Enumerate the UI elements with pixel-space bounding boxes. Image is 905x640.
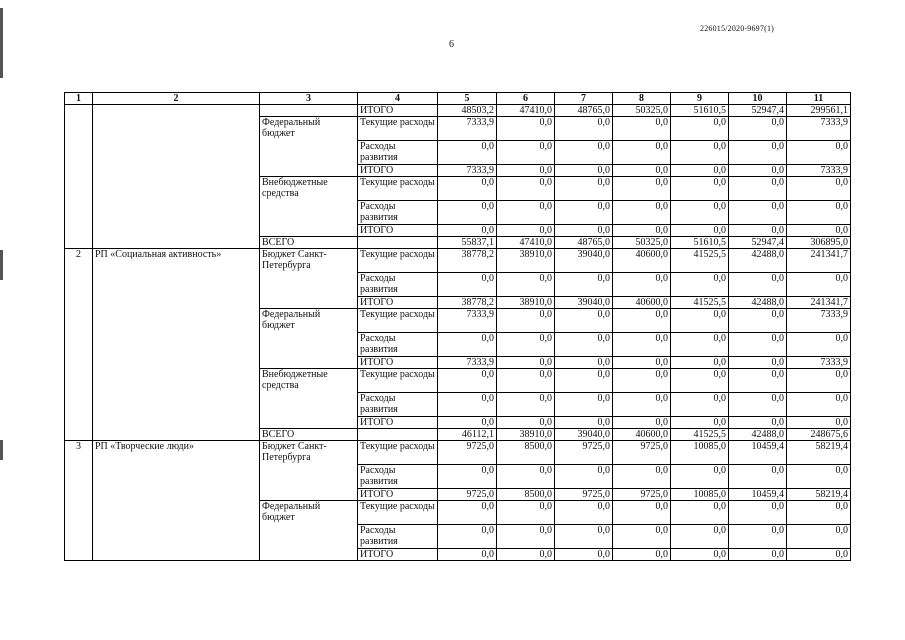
expense-type-cell: Расходы развития <box>358 141 438 165</box>
value-cell: 7333,9 <box>438 117 497 141</box>
value-cell: 7333,9 <box>787 357 851 369</box>
value-cell: 0,0 <box>613 501 671 525</box>
value-cell: 0,0 <box>555 273 613 297</box>
value-cell: 0,0 <box>613 309 671 333</box>
value-cell: 0,0 <box>729 501 787 525</box>
value-cell: 52947,4 <box>729 105 787 117</box>
value-cell: 0,0 <box>555 201 613 225</box>
value-cell: 55837,1 <box>438 237 497 249</box>
value-cell: 41525,5 <box>671 429 729 441</box>
header-cell: 6 <box>497 93 555 105</box>
value-cell: 0,0 <box>613 117 671 141</box>
value-cell: 248675,6 <box>787 429 851 441</box>
value-cell: 10085,0 <box>671 489 729 501</box>
value-cell: 0,0 <box>497 549 555 561</box>
value-cell: 38910,0 <box>497 297 555 309</box>
table-row <box>65 105 851 117</box>
value-cell: 0,0 <box>555 369 613 393</box>
value-cell: 0,0 <box>729 465 787 489</box>
value-cell: 0,0 <box>787 369 851 393</box>
value-cell: 0,0 <box>438 501 497 525</box>
value-cell: 47410,0 <box>497 237 555 249</box>
header-cell: 10 <box>729 93 787 105</box>
value-cell: 0,0 <box>613 273 671 297</box>
value-cell: 42488,0 <box>729 429 787 441</box>
value-cell: 0,0 <box>497 393 555 417</box>
value-cell: 0,0 <box>787 225 851 237</box>
value-cell: 0,0 <box>438 369 497 393</box>
value-cell: 0,0 <box>497 333 555 357</box>
value-cell: 0,0 <box>671 117 729 141</box>
value-cell: 0,0 <box>613 333 671 357</box>
value-cell: 0,0 <box>613 369 671 393</box>
value-cell: 41525,5 <box>671 297 729 309</box>
value-cell: 0,0 <box>497 309 555 333</box>
value-cell: 0,0 <box>497 465 555 489</box>
value-cell: 48765,0 <box>555 105 613 117</box>
expense-type-cell: Текущие расходы <box>358 177 438 201</box>
value-cell: 0,0 <box>555 393 613 417</box>
value-cell: 0,0 <box>497 525 555 549</box>
funding-source-cell: Федеральный бюджет <box>260 501 358 561</box>
header-cell: 9 <box>671 93 729 105</box>
value-cell: 306895,0 <box>787 237 851 249</box>
value-cell: 0,0 <box>787 333 851 357</box>
value-cell: 0,0 <box>671 333 729 357</box>
value-cell: 42488,0 <box>729 249 787 273</box>
expense-type-cell: Расходы развития <box>358 201 438 225</box>
value-cell: 0,0 <box>497 177 555 201</box>
value-cell: 39040,0 <box>555 429 613 441</box>
expense-type-cell: ИТОГО <box>358 105 438 117</box>
page-number: 6 <box>449 39 454 50</box>
expense-type-cell: ИТОГО <box>358 417 438 429</box>
expense-type-cell: ИТОГО <box>358 165 438 177</box>
value-cell: 0,0 <box>671 549 729 561</box>
value-cell: 0,0 <box>613 465 671 489</box>
header-cell: 5 <box>438 93 497 105</box>
value-cell: 0,0 <box>729 357 787 369</box>
value-cell: 38910,0 <box>497 249 555 273</box>
project-number-cell <box>65 105 93 249</box>
value-cell: 39040,0 <box>555 249 613 273</box>
scan-edge-mark <box>0 440 3 460</box>
funding-source-cell: ВСЕГО <box>260 429 358 441</box>
funding-source-cell: Федеральный бюджет <box>260 309 358 369</box>
value-cell: 0,0 <box>729 333 787 357</box>
value-cell: 38910,0 <box>497 429 555 441</box>
value-cell: 0,0 <box>787 177 851 201</box>
value-cell: 8500,0 <box>497 441 555 465</box>
table-row <box>65 441 851 465</box>
value-cell: 9725,0 <box>613 489 671 501</box>
value-cell: 0,0 <box>555 309 613 333</box>
value-cell: 0,0 <box>613 225 671 237</box>
value-cell: 0,0 <box>787 393 851 417</box>
expense-type-cell: ИТОГО <box>358 225 438 237</box>
expense-type-cell: Текущие расходы <box>358 501 438 525</box>
value-cell: 48765,0 <box>555 237 613 249</box>
value-cell: 0,0 <box>671 501 729 525</box>
value-cell: 0,0 <box>555 525 613 549</box>
expense-type-cell: Расходы развития <box>358 525 438 549</box>
value-cell: 0,0 <box>555 177 613 201</box>
budget-table <box>64 92 851 561</box>
value-cell: 0,0 <box>787 549 851 561</box>
value-cell: 7333,9 <box>438 357 497 369</box>
value-cell: 58219,4 <box>787 441 851 465</box>
value-cell: 0,0 <box>555 165 613 177</box>
expense-type-cell: ИТОГО <box>358 357 438 369</box>
value-cell: 0,0 <box>729 369 787 393</box>
header-cell: 8 <box>613 93 671 105</box>
value-cell: 0,0 <box>555 117 613 141</box>
value-cell: 0,0 <box>671 141 729 165</box>
value-cell: 241341,7 <box>787 297 851 309</box>
value-cell: 0,0 <box>729 201 787 225</box>
value-cell: 0,0 <box>438 201 497 225</box>
value-cell: 7333,9 <box>787 117 851 141</box>
value-cell: 0,0 <box>497 369 555 393</box>
expense-type-cell: ИТОГО <box>358 297 438 309</box>
value-cell: 241341,7 <box>787 249 851 273</box>
value-cell: 8500,0 <box>497 489 555 501</box>
value-cell: 0,0 <box>555 357 613 369</box>
value-cell: 299561,1 <box>787 105 851 117</box>
value-cell: 0,0 <box>671 165 729 177</box>
scan-edge-mark <box>0 8 3 78</box>
value-cell: 0,0 <box>613 141 671 165</box>
value-cell: 7333,9 <box>438 165 497 177</box>
funding-source-cell: ВСЕГО <box>260 237 358 249</box>
project-name-cell: РП «Социальная активность» <box>93 249 260 441</box>
funding-source-cell: Бюджет Санкт-Петербурга <box>260 249 358 309</box>
value-cell: 0,0 <box>671 357 729 369</box>
value-cell: 0,0 <box>787 417 851 429</box>
value-cell: 38778,2 <box>438 297 497 309</box>
value-cell: 0,0 <box>787 465 851 489</box>
value-cell: 50325,0 <box>613 105 671 117</box>
project-name-cell <box>93 105 260 249</box>
value-cell: 0,0 <box>729 177 787 201</box>
funding-source-cell <box>260 105 358 117</box>
value-cell: 40600,0 <box>613 429 671 441</box>
value-cell: 0,0 <box>729 309 787 333</box>
value-cell: 0,0 <box>438 225 497 237</box>
value-cell: 0,0 <box>787 141 851 165</box>
value-cell: 47410,0 <box>497 105 555 117</box>
value-cell: 40600,0 <box>613 249 671 273</box>
value-cell: 0,0 <box>497 273 555 297</box>
value-cell: 0,0 <box>787 201 851 225</box>
value-cell: 0,0 <box>497 141 555 165</box>
value-cell: 0,0 <box>671 369 729 393</box>
value-cell: 46112,1 <box>438 429 497 441</box>
value-cell: 0,0 <box>671 465 729 489</box>
value-cell: 0,0 <box>729 225 787 237</box>
value-cell: 41525,5 <box>671 249 729 273</box>
value-cell: 0,0 <box>497 201 555 225</box>
value-cell: 39040,0 <box>555 297 613 309</box>
expense-type-cell: Текущие расходы <box>358 117 438 141</box>
value-cell: 0,0 <box>671 201 729 225</box>
value-cell: 0,0 <box>729 549 787 561</box>
value-cell: 0,0 <box>438 417 497 429</box>
value-cell: 0,0 <box>438 465 497 489</box>
value-cell: 0,0 <box>438 141 497 165</box>
value-cell: 0,0 <box>497 417 555 429</box>
value-cell: 7333,9 <box>787 309 851 333</box>
header-cell: 7 <box>555 93 613 105</box>
value-cell: 50325,0 <box>613 237 671 249</box>
value-cell: 0,0 <box>729 141 787 165</box>
value-cell: 0,0 <box>671 525 729 549</box>
value-cell: 0,0 <box>613 549 671 561</box>
header-cell: 1 <box>65 93 93 105</box>
value-cell: 7333,9 <box>438 309 497 333</box>
value-cell: 0,0 <box>497 501 555 525</box>
value-cell: 0,0 <box>438 333 497 357</box>
value-cell: 9725,0 <box>438 489 497 501</box>
scan-edge-mark <box>0 250 3 280</box>
value-cell: 0,0 <box>555 333 613 357</box>
expense-type-cell: Текущие расходы <box>358 441 438 465</box>
value-cell: 0,0 <box>613 525 671 549</box>
value-cell: 0,0 <box>729 273 787 297</box>
value-cell: 10085,0 <box>671 441 729 465</box>
funding-source-cell: Внебюджетные средства <box>260 369 358 429</box>
value-cell: 9725,0 <box>613 441 671 465</box>
expense-type-cell: Текущие расходы <box>358 369 438 393</box>
value-cell: 0,0 <box>787 525 851 549</box>
project-number-cell: 3 <box>65 441 93 561</box>
value-cell: 48503,2 <box>438 105 497 117</box>
value-cell: 9725,0 <box>555 489 613 501</box>
project-number-cell: 2 <box>65 249 93 441</box>
value-cell: 0,0 <box>729 417 787 429</box>
expense-type-cell <box>358 237 438 249</box>
document-id: 226015/2020-9697(1) <box>700 24 775 33</box>
value-cell: 51610,5 <box>671 237 729 249</box>
funding-source-cell: Бюджет Санкт-Петербурга <box>260 441 358 501</box>
value-cell: 0,0 <box>497 165 555 177</box>
value-cell: 38778,2 <box>438 249 497 273</box>
value-cell: 0,0 <box>671 417 729 429</box>
value-cell: 0,0 <box>555 549 613 561</box>
value-cell: 10459,4 <box>729 441 787 465</box>
expense-type-cell <box>358 429 438 441</box>
value-cell: 0,0 <box>497 225 555 237</box>
value-cell: 0,0 <box>555 465 613 489</box>
value-cell: 0,0 <box>729 165 787 177</box>
expense-type-cell: Расходы развития <box>358 465 438 489</box>
header-cell: 4 <box>358 93 438 105</box>
value-cell: 0,0 <box>729 525 787 549</box>
value-cell: 0,0 <box>729 393 787 417</box>
expense-type-cell: Расходы развития <box>358 273 438 297</box>
value-cell: 0,0 <box>497 117 555 141</box>
value-cell: 0,0 <box>613 165 671 177</box>
value-cell: 58219,4 <box>787 489 851 501</box>
expense-type-cell: Расходы развития <box>358 333 438 357</box>
value-cell: 40600,0 <box>613 297 671 309</box>
expense-type-cell: Расходы развития <box>358 393 438 417</box>
value-cell: 10459,4 <box>729 489 787 501</box>
table-body <box>65 105 851 561</box>
value-cell: 0,0 <box>613 201 671 225</box>
value-cell: 0,0 <box>555 501 613 525</box>
value-cell: 0,0 <box>671 273 729 297</box>
value-cell: 51610,5 <box>671 105 729 117</box>
expense-type-cell: Текущие расходы <box>358 249 438 273</box>
value-cell: 0,0 <box>497 357 555 369</box>
value-cell: 0,0 <box>671 393 729 417</box>
table-row <box>65 249 851 273</box>
value-cell: 0,0 <box>555 225 613 237</box>
expense-type-cell: ИТОГО <box>358 549 438 561</box>
value-cell: 52947,4 <box>729 237 787 249</box>
value-cell: 0,0 <box>438 393 497 417</box>
value-cell: 0,0 <box>671 225 729 237</box>
value-cell: 0,0 <box>613 177 671 201</box>
value-cell: 0,0 <box>613 417 671 429</box>
project-name-cell: РП «Творческие люди» <box>93 441 260 561</box>
value-cell: 0,0 <box>438 273 497 297</box>
value-cell: 0,0 <box>729 117 787 141</box>
header-cell: 3 <box>260 93 358 105</box>
expense-type-cell: ИТОГО <box>358 489 438 501</box>
value-cell: 0,0 <box>787 273 851 297</box>
header-cell: 2 <box>93 93 260 105</box>
value-cell: 7333,9 <box>787 165 851 177</box>
value-cell: 0,0 <box>613 357 671 369</box>
value-cell: 9725,0 <box>438 441 497 465</box>
value-cell: 0,0 <box>787 501 851 525</box>
value-cell: 0,0 <box>671 177 729 201</box>
value-cell: 0,0 <box>613 393 671 417</box>
expense-type-cell: Текущие расходы <box>358 309 438 333</box>
value-cell: 42488,0 <box>729 297 787 309</box>
value-cell: 0,0 <box>438 549 497 561</box>
value-cell: 0,0 <box>438 177 497 201</box>
funding-source-cell: Внебюджетные средства <box>260 177 358 237</box>
value-cell: 0,0 <box>555 417 613 429</box>
header-row <box>65 93 851 105</box>
value-cell: 0,0 <box>555 141 613 165</box>
value-cell: 0,0 <box>438 525 497 549</box>
value-cell: 0,0 <box>671 309 729 333</box>
funding-source-cell: Федеральный бюджет <box>260 117 358 177</box>
value-cell: 9725,0 <box>555 441 613 465</box>
header-cell: 11 <box>787 93 851 105</box>
